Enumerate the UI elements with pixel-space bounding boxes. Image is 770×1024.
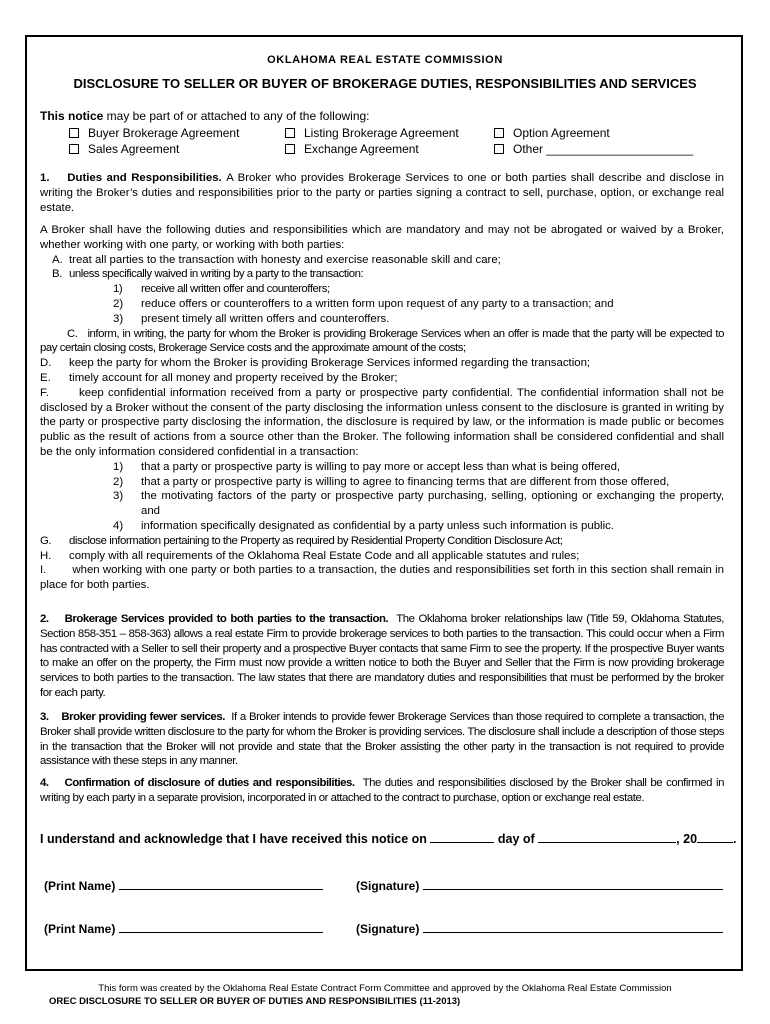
section-3 <box>40 710 724 769</box>
form-title: DISCLOSURE TO SELLER OR BUYER OF BROKERAGE DUTIES, RESPONSIBILITIES AND SERVICES <box>73 76 697 91</box>
item-text: keep the party for whom the Broker is providing Brokerage Services informed regarding the transaction; <box>69 357 591 370</box>
print-name-label: (Print Name) <box>44 922 116 936</box>
duty-d <box>40 356 724 371</box>
duty-a <box>40 253 724 268</box>
ack-text: I understand and acknowledge that I have received this notice on <box>40 832 427 846</box>
option-label: Other ______________________ <box>513 142 694 156</box>
item-text: that a party or prospective party is willing to pay more or accept less than what is being offered, <box>141 460 621 473</box>
section-text: The Oklahoma broker relationships law (Title 59, Oklahoma Statutes, Section 858-351 – 858-363) allows a real estate Firm to provide brokerage services to both parties to the transaction. This could occur when a Firm has contracted with a Seller to sell their property and a prospective Buyer contacts that same Firm to see the property. If the prospective Buyer wants to make an offer on the property, the Firm must now provide a written notice to both the Buyer and Seller that the Firm is now providing brokerage services to both parties to the transaction. The law states that there are mandatory duties and responsibilities that must be performed by the broker for each party. <box>40 613 725 699</box>
item-label: A. <box>52 253 63 266</box>
signature-2 <box>356 920 723 936</box>
print-name-2 <box>44 920 323 936</box>
ack-text: day of <box>497 832 535 846</box>
item-text: the motivating factors of the party or prospective party purchasing, selling, optioning or exchanging the property, and <box>141 490 724 518</box>
section-1-duties <box>40 223 724 593</box>
signature-field[interactable] <box>423 877 723 890</box>
item-label: E. <box>40 371 51 384</box>
print-name-field[interactable] <box>119 877 323 890</box>
option-other[interactable] <box>494 142 693 156</box>
date-month-field[interactable] <box>538 830 676 843</box>
section-heading: Duties and Responsibilities. <box>67 172 222 184</box>
section-heading: Brokerage Services provided to both parties to the transaction. <box>64 613 389 625</box>
footer-form-id: OREC DISCLOSURE TO SELLER OR BUYER OF DUTIES AND RESPONSIBILITIES (11-2013) <box>49 996 461 1007</box>
ack-text: , 20 <box>676 832 698 846</box>
section-number: 1. <box>40 172 50 184</box>
print-name-1 <box>44 877 323 893</box>
section-1-intro <box>40 171 724 215</box>
item-number: 1) <box>113 460 124 473</box>
item-label-c: C. <box>67 327 78 340</box>
checkbox[interactable] <box>69 128 79 138</box>
option-exchange-agreement[interactable] <box>285 142 419 156</box>
date-year-field[interactable] <box>697 830 733 843</box>
option-sales-agreement[interactable] <box>69 142 179 156</box>
item-number: 3) <box>113 312 124 325</box>
section-text: If a Broker intends to provide fewer Brokerage Services than those required to complete a transaction, the Broker shall provide written disclosure to the party for whom the Broker is providing services. The disclosure shall include a description of those steps in the transaction that the Broker will not provide and state that the Broker assisting the other party in the transaction is not required to provide assistance with these steps in any manner. <box>40 711 725 768</box>
duty-b-1 <box>40 282 724 297</box>
item-number: 1) <box>113 283 123 296</box>
item-text: unless specifically waived in writing by a party to the transaction: <box>69 268 364 281</box>
duty-f-1 <box>40 460 724 475</box>
item-text: information specifically designated as confidential by a party unless such information is public. <box>141 519 614 532</box>
section-heading: Broker providing fewer services. <box>61 711 225 723</box>
section-number: 4. <box>40 777 49 789</box>
item-text: that a party or prospective party is willing to agree to financing terms that are different from those offered, <box>141 475 670 488</box>
section-number: 3. <box>40 711 49 723</box>
option-label: Option Agreement <box>513 126 610 140</box>
duty-b-3 <box>40 312 724 327</box>
acknowledgement-line <box>40 830 737 846</box>
signature-label: (Signature) <box>356 922 420 936</box>
item-text: when working with one party or both parties to a transaction, the duties and responsibilities set forth in this section shall remain in place for both parties. <box>40 564 724 592</box>
option-buyer-brokerage[interactable] <box>69 126 239 140</box>
duty-f <box>40 386 724 460</box>
commission-heading: OKLAHOMA REAL ESTATE COMMISSION <box>267 54 503 66</box>
duty-h <box>40 549 724 564</box>
notice-line <box>40 109 370 123</box>
notice-bold: This notice <box>40 109 104 123</box>
item-text: timely account for all money and property received by the Broker; <box>69 371 398 384</box>
notice-rest: may be part of or attached to any of the following: <box>103 109 370 123</box>
section-4 <box>40 776 724 806</box>
item-text: disclose information pertaining to the Property as required by Residential Property Condition Disclosure Act; <box>69 534 563 547</box>
signature-label: (Signature) <box>356 879 420 893</box>
duty-f-4 <box>40 519 724 534</box>
print-name-field[interactable] <box>119 920 323 933</box>
print-name-label: (Print Name) <box>44 879 116 893</box>
item-label: G. <box>40 534 52 547</box>
item-text: inform, in writing, the party for whom the Broker is providing Brokerage Services when an offer is made that the party will be expected to pay certain closing costs, Brokerage Service costs and the approximate amount of the costs; <box>40 327 724 355</box>
option-listing-brokerage[interactable] <box>285 126 459 140</box>
section-text: A Broker who provides Brokerage Services to one or both parties shall describe and disclose in writing the Broker’s duties and responsibilities prior to the party or parties signing a contract to sell, purchase, option, or exchange real estate. <box>40 172 724 214</box>
ack-text: . <box>733 832 737 846</box>
item-number: 2) <box>113 297 124 310</box>
item-text: reduce offers or counteroffers to a written form upon request of any party to a transaction; and <box>141 297 614 310</box>
item-text: present timely all written offers and counteroffers. <box>141 312 390 325</box>
signature-field[interactable] <box>423 920 723 933</box>
checkbox[interactable] <box>69 144 79 154</box>
item-label: I. <box>40 564 47 577</box>
duty-i <box>40 563 724 593</box>
checkbox[interactable] <box>494 144 504 154</box>
item-text: comply with all requirements of the Oklahoma Real Estate Code and all applicable statutes and rules; <box>69 549 580 562</box>
item-label: B. <box>52 268 62 281</box>
item-text: receive all written offer and counteroffers; <box>141 283 330 296</box>
duty-b-2 <box>40 297 724 312</box>
option-label: Listing Brokerage Agreement <box>304 126 459 140</box>
date-day-field[interactable] <box>430 830 494 843</box>
option-label: Exchange Agreement <box>304 142 419 156</box>
item-number: 4) <box>113 519 124 532</box>
item-text: treat all parties to the transaction with honesty and exercise reasonable skill and care; <box>69 253 501 266</box>
duties-paragraph: A Broker shall have the following duties and responsibilities which are mandatory and may not be abrogated or waived by a Broker, whether working with one party, or working with both parties: <box>40 224 724 251</box>
section-text: The duties and responsibilities disclosed by the Broker shall be confirmed in writing by each party in a separate provision, incorporated in or attached to the contract to purchase, option or exchange real estate. <box>40 777 724 804</box>
item-label: D. <box>40 357 52 370</box>
section-number: 2. <box>40 613 49 625</box>
checkbox[interactable] <box>285 144 295 154</box>
item-label: F. <box>40 386 49 399</box>
duty-c <box>40 327 724 357</box>
option-label: Buyer Brokerage Agreement <box>88 126 240 140</box>
duty-f-3 <box>40 489 724 519</box>
section-2 <box>40 612 724 701</box>
duty-b <box>40 267 724 282</box>
section-heading: Confirmation of disclosure of duties and responsibilities. <box>64 777 355 789</box>
signature-1 <box>356 877 723 893</box>
checkbox[interactable] <box>494 128 504 138</box>
item-number: 3) <box>113 490 124 503</box>
option-option-agreement[interactable] <box>494 126 610 140</box>
checkbox[interactable] <box>285 128 295 138</box>
duty-e <box>40 371 724 386</box>
duty-f-2 <box>40 475 724 490</box>
item-text: keep confidential information received from a party or prospective party confidential. The confidential information shall not be disclosed by a Broker without the consent of the party disclosing the information unless consent to the disclosure is granted in writing by the party or prospective party disclosing the information, the disclosure is required by law, or the information is made public or becomes public as the result of actions from a source other than the Broker. The following information shall be considered confidential and shall be the only information considered confidential in a transaction: <box>40 386 725 458</box>
option-label: Sales Agreement <box>88 142 180 156</box>
footer-credit: This form was created by the Oklahoma Real Estate Contract Form Committee and approved by the Oklahoma Real Estate Commission <box>98 983 672 994</box>
item-label: H. <box>40 549 52 562</box>
item-number: 2) <box>113 475 124 488</box>
duty-g <box>40 534 724 549</box>
